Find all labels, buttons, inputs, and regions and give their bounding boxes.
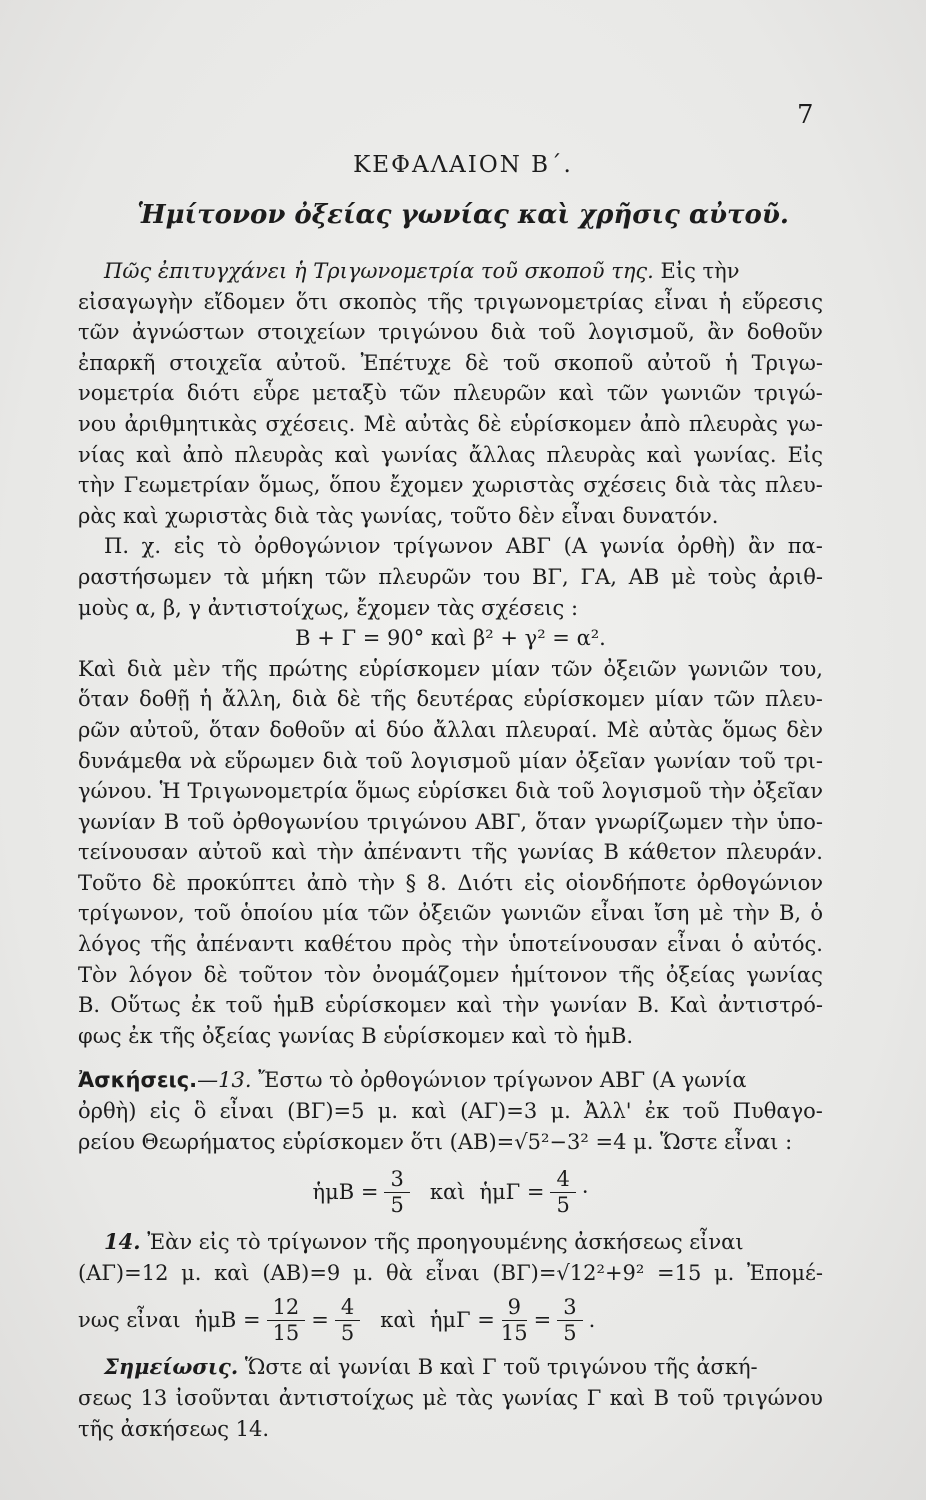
paragraph-line: Τοῦτο δὲ προκύπτει ἀπὸ τὴν § 8. Διότι εἰς οἱονδήποτε ὀρθογώνιον xyxy=(78,870,823,895)
paragraph-line: τῶν ἀγνώστων στοιχείων τριγώνου διὰ τοῦ λογισμοῦ, ἂν δοθοῦν xyxy=(78,320,823,345)
exercise-number: 14. xyxy=(104,1229,141,1255)
paragraph-line: Τὸν λόγον δὲ τοῦτον τὸν ὀνομάζομεν ἡμίτονον τῆς ὀξείας γωνίας xyxy=(78,962,823,987)
fraction: $\frac{4}{5}$ xyxy=(550,1167,575,1218)
fraction: $\frac{9}{15}$ xyxy=(500,1294,528,1345)
paragraph-line: φως ἐκ τῆς ὀξείας γωνίας Β εὑρίσκομεν καὶ τὸ ἡμΒ. xyxy=(78,1023,634,1048)
paragraph-line: γώνου. Ἡ Τριγωνομετρία ὅμως εὑρίσκει διὰ τοῦ λογισμοῦ τὴν ὀξεῖαν xyxy=(78,779,823,804)
paragraph-line: ἐπαρκῆ στοιχεῖα αὐτοῦ. Ἐπέτυχε δὲ τοῦ σκοποῦ αὐτοῦ ἡ Τριγω- xyxy=(78,350,823,375)
paragraph-line: Πῶς ἐπιτυγχάνει ἡ Τριγωνομετρία τοῦ σκοποῦ της. Εἰς τὴν xyxy=(104,259,740,283)
paragraph-line: ὅταν δοθῇ ἡ ἄλλη, διὰ δὲ τῆς δευτέρας εὑρίσκομεν μίαν τῶν πλευ- xyxy=(78,687,823,712)
note-line: Σημείωσις. Ὥστε αἱ γωνίαι Β καὶ Γ τοῦ τριγώνου τῆς ἀσκή- xyxy=(104,1354,758,1380)
paragraph-line: τρίγωνον, τοῦ ὁποίου μία τῶν ὀξειῶν γωνιῶν εἶναι ἴση μὲ τὴν Β, ὁ xyxy=(78,901,823,926)
paragraph-line: (ΑΓ)=12 μ. καὶ (ΑΒ)=9 μ. θὰ εἶναι (ΒΓ)=√12²+9² =15 μ. Ἐπομέ- xyxy=(78,1260,823,1285)
paragraph-line: νομετρία διότι εὗρε μεταξὺ τῶν πλευρῶν καὶ τῶν γωνιῶν τριγώ- xyxy=(78,381,823,406)
paragraph-line: ρὰς καὶ χωριστὰς διὰ τὰς γωνίας, τοῦτο δὲν εἶναι δυνατόν. xyxy=(78,503,719,528)
equation-angles-pythagoras: Β + Γ = 90° καὶ β² + γ² = α². xyxy=(295,626,606,651)
fraction: $\frac{3}{5}$ xyxy=(384,1167,409,1218)
exercises-label: Ἀσκήσεις. xyxy=(78,1068,198,1093)
exercise-14-line: 14. Ἐὰν εἰς τὸ τρίγωνον τῆς προηγουμένης ἀσκήσεως εἶναι xyxy=(104,1229,744,1255)
paragraph-line: ὀρθὴ) εἰς ὃ εἶναι (ΒΓ)=5 μ. καὶ (ΑΓ)=3 μ. Ἀλλ' ἐκ τοῦ Πυθαγο- xyxy=(78,1099,823,1124)
paragraph-line: Καὶ διὰ μὲν τῆς πρώτης εὑρίσκομεν μίαν τῶν ὀξειῶν γωνιῶν του, xyxy=(78,656,823,681)
paragraph-line: νίας καὶ ἀπὸ πλευρὰς καὶ γωνίας ἄλλας πλευρὰς καὶ γωνίας. Εἰς xyxy=(78,442,823,467)
paragraph-line: δυνάμεθα νὰ εὕρωμεν διὰ τοῦ λογισμοῦ μίαν ὀξεῖαν γωνίαν τοῦ τρι- xyxy=(78,748,823,773)
paragraph-line: λόγος τῆς ἀπέναντι καθέτου πρὸς τὴν ὑποτείνουσαν εἶναι ὁ αὐτός. xyxy=(78,932,823,957)
fraction: $\frac{4}{5}$ xyxy=(335,1295,360,1346)
note-label: Σημείωσις. xyxy=(104,1354,239,1380)
section-heading: Πῶς ἐπιτυγχάνει ἡ Τριγωνομετρία τοῦ σκοποῦ της. xyxy=(104,259,654,283)
page-number: 7 xyxy=(797,100,814,130)
paragraph-line: εἰσαγωγὴν εἴδομεν ὅτι σκοπὸς τῆς τριγωνομετρίας εἶναι ἡ εὕρεσις xyxy=(78,289,823,314)
fraction: $\frac{12}{15}$ xyxy=(267,1295,306,1346)
paragraph-line: γωνίαν Β τοῦ ὀρθογωνίου τριγώνου ΑΒΓ, ὅταν γνωρίζωμεν τὴν ὑπο- xyxy=(78,809,823,834)
paragraph-line: Π. χ. εἰς τὸ ὀρθογώνιον τρίγωνον ΑΒΓ (Α γωνία ὀρθὴ) ἂν πα- xyxy=(104,534,823,559)
chapter-title: ΚΕΦΑΛΑΙΟΝ Β΄. xyxy=(353,152,573,178)
paragraph-line: ρῶν αὐτοῦ, ὅταν δοθοῦν αἱ δύο ἄλλαι πλευραί. Μὲ αὐτὰς ὅμως δὲν xyxy=(78,717,823,742)
paragraph-line: σεως 13 ἰσοῦνται ἀντιστοίχως μὲ τὰς γωνίας Γ καὶ Β τοῦ τριγώνου xyxy=(78,1386,823,1410)
paragraph-line: ρείου Θεωρήματος εὑρίσκομεν ὅτι (ΑΒ)=√5²−3² =4 μ. Ὥστε εἶναι : xyxy=(78,1129,793,1154)
paragraph-line: μοὺς α, β, γ ἀντιστοίχως, ἔχομεν τὰς σχέσεις : xyxy=(78,595,579,620)
paragraph-line: τὴν Γεωμετρίαν ὅμως, ὅπου ἔχομεν χωριστὰς σχέσεις διὰ τὰς πλευ- xyxy=(78,473,823,498)
paragraph-line: Β. Οὕτως ἐκ τοῦ ἡμΒ εὑρίσκομεν καὶ τὴν γωνίαν Β. Καὶ ἀντιστρό- xyxy=(78,993,823,1018)
paragraph-line: νου ἀριθμητικὰς σχέσεις. Μὲ αὐτὰς δὲ εὑρίσκομεν ἀπὸ πλευρὰς γω- xyxy=(78,411,823,436)
paragraph-line: ραστήσωμεν τὰ μήκη τῶν πλευρῶν του ΒΓ, ΓΑ, ΑΒ μὲ τοὺς ἀριθ- xyxy=(78,564,823,589)
chapter-subtitle: Ἡμίτονον ὀξείας γωνίας καὶ χρῆσις αὐτοῦ. xyxy=(137,200,789,230)
equation-sines-13: ἡμΒ = $\frac{3}{5}$ καὶ ἡμΓ = $\frac{4}{5}$ · xyxy=(312,1166,589,1217)
paragraph-line: τείνουσαν αὐτοῦ καὶ τὴν ἀπέναντι τῆς γωνίας Β κάθετον πλευράν. xyxy=(78,840,823,865)
fraction: $\frac{3}{5}$ xyxy=(557,1295,582,1346)
exercise-number: —13. xyxy=(197,1068,252,1093)
page-body xyxy=(78,256,823,1444)
exercise-13-line: Ἀσκήσεις.—13. Ἔστω τὸ ὀρθογώνιον τρίγωνον ΑΒΓ (Α γωνία xyxy=(78,1068,747,1093)
equation-sines-14: νως εἶναι ἡμΒ = $\frac{12}{15}$ = $\frac{4}{5}$ καὶ ἡμΓ = $\frac{9}{15}$ = $\frac{3}{5}$ . xyxy=(78,1294,596,1345)
paragraph-line: τῆς ἀσκήσεως 14. xyxy=(78,1416,270,1441)
